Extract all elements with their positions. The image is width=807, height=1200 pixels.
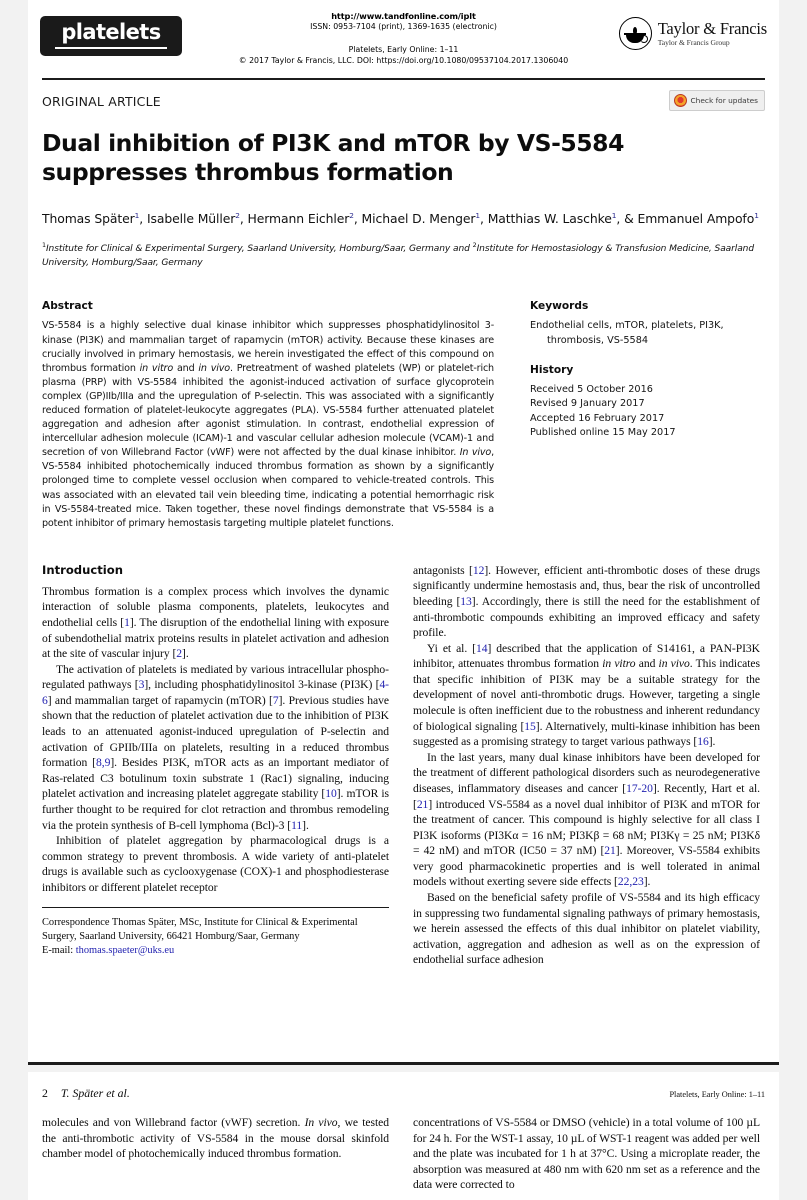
check-for-updates-label: Check for updates — [690, 96, 758, 105]
page-two-sheet — [28, 1072, 779, 1200]
journal-logo-underline — [55, 47, 167, 50]
author-list: Thomas Später$^1$, Isabelle Müller$^2$, Hermann Eichler$^2$, Michael D. Menger$^1$, Matthias W. Laschke$^1$, & Emmanuel Ampofo$^1$ — [42, 210, 759, 226]
journal-url[interactable]: http://www.tandfonline.com/iplt — [331, 11, 476, 21]
crossmark-icon — [674, 94, 687, 107]
intro-paragraph: Inhibition of platelet aggregation by pharmacological drugs is a common strategy to prevent thrombosis. A wide variety of anti-platelet drugs is available such as cyclooxygenase (COX)-1 and phosphodiesterase inhibitors or different platelet receptor — [42, 834, 389, 894]
publisher-group: Taylor & Francis Group — [657, 38, 730, 48]
correspondence-line-1: Correspondence Thomas Später, MSc, Institute for Clinical & Experimental — [42, 917, 358, 929]
journal-logo — [40, 16, 182, 56]
page-break-divider — [28, 1062, 779, 1065]
page-number: 2 — [42, 1086, 48, 1100]
email-address-link[interactable]: thomas.spaeter@uks.eu — [75, 945, 175, 957]
page-two-columns — [42, 1115, 765, 1193]
intro-paragraph: Yi et al. [14] described that the application of S14161, a PAN-PI3K inhibitor, attenuates thrombus formation in vitro and in vivo. This indicates that specific inhibition of PI3K may be a suitable strategy for the development of novel anti-thrombotic drugs. However, targeting a single molecule is often inefficient due to the robustness and inherent redundancy of biological signaling [15]. Alternatively, multi-kinase inhibition has been suggested as a promising strategy to target various pathways [16]. — [413, 641, 760, 749]
check-for-updates-button[interactable] — [669, 90, 766, 111]
keywords-list — [530, 319, 765, 348]
copyright-doi-line[interactable]: © 2017 Taylor & Francis, LLC. DOI: https://doi.org/10.1080/09537104.2017.1306040 — [238, 55, 569, 65]
keywords-history-column — [530, 300, 765, 530]
journal-logo-text: platelets — [61, 19, 161, 44]
correspondence-email-row — [42, 944, 389, 958]
volume-line: Platelets, Early Online: 1–11 — [348, 44, 459, 54]
introduction-heading: Introduction — [42, 562, 123, 577]
history-received: Received 5 October 2016 — [530, 384, 653, 396]
taylor-francis-logo — [619, 17, 767, 50]
history-heading: History — [530, 364, 574, 377]
column-left — [42, 563, 389, 968]
correspondence-line-2: Surgery, Saarland University, 66421 Homburg/Saar, Germany — [42, 931, 300, 943]
affiliations: $^1$Institute for Clinical & Experimental Surgery, Saarland University, Homburg/Saar, Germany and $^2$Institute for Hemostasiology & Transfusion Medicine, Saarland University, Homburg/Saar, Germany — [42, 241, 755, 268]
issn-line: ISSN: 0953-7104 (print), 1369-1635 (electronic) — [310, 22, 497, 32]
correspondence-note — [42, 916, 389, 957]
history-revised: Revised 9 January 2017 — [530, 398, 645, 410]
abstract-keywords-block — [42, 300, 765, 530]
intro-paragraph: antagonists [12]. However, efficient anti-thrombotic doses of these drugs significantly undermine hemostasis and, thus, bear the risk of uncontrolled bleeding [13]. Accordingly, there is still the need for the establishment of anti-thrombotic compounds exhibiting an improved efficacy and safety profile. — [413, 563, 760, 640]
page-title: Dual inhibition of PI3K and mTOR by VS-5584 suppresses thrombus formation — [42, 129, 624, 187]
correspondence-divider — [42, 907, 389, 908]
history-list — [530, 383, 765, 440]
history-published: Published online 15 May 2017 — [530, 426, 676, 438]
running-head-left — [42, 1086, 130, 1101]
page-two-column-right — [413, 1115, 760, 1193]
page-one-sheet — [28, 0, 779, 1062]
article-header — [28, 80, 779, 109]
page-two-running-head — [42, 1086, 765, 1101]
body-paragraph: molecules and von Willebrand factor (vWF) secretion. In vivo, we tested the anti-thrombotic activity of VS-5584 in the mouse dorsal skinfold chamber model of photochemically induced thrombus formation. — [42, 1116, 389, 1161]
body-columns — [42, 563, 765, 968]
column-right — [413, 563, 760, 968]
abstract-text: VS-5584 is a highly selective dual kinase inhibitor which suppresses phosphatidylinositol 3-kinase (PI3K) and mammalian target of rapamycin (mTOR) activity. Because these kinases are crucially involved in primary hemostasis, we herein investigated the effect of this compound on thrombus formation in vitro and in vivo. Pretreatment of washed platelets (WP) or platelet-rich plasma (PRP) with VS-5584 inhibited the agonist-induced activation of surface glycoprotein complex (GP)IIb/IIIa and the upregulation of P-selectin. This was associated with a significantly reduced formation of platelet-leukocyte aggregates (PLA). VS-5584 further attenuated platelet aggregation and adhesion after agonist stimulation. In contrast, endothelial expression of intercellular adhesion molecule (ICAM)-1 and vascular cellular adhesion molecule (VCAM)-1 and secretion of von Willebrand Factor (vWF) were not affected by the dual kinase inhibitor. In vivo, VS-5584 inhibited photochemically induced thrombus formation as shown by a significantly prolonged time to complete vessel occlusion when compared to vehicle-treated controls. This was associated with an elevated tail vein bleeding time, indicating a potential hemorrhagic risk in VS-5584-treated mice. Taken together, these novel findings demonstrate that VS-5584 is a potent inhibitor of primary hemostasis targeting multiple platelet functions. — [42, 320, 494, 529]
keywords-line-1: Endothelial cells, mTOR, platelets, PI3K, — [530, 320, 724, 332]
intro-paragraph: Based on the beneficial safety profile of VS-5584 and its high efficacy in suppressing two fundamental signaling pathways of primary hemostasis, we herein assessed the effects of this dual inhibitor on platelet viability, activation, aggregation and adhesion as well as on the expression of endothelial surface adhesion — [413, 890, 760, 967]
email-label: E-mail: — [42, 945, 74, 957]
running-journal-ref: Platelets, Early Online: 1–11 — [669, 1090, 765, 1099]
history-accepted: Accepted 16 February 2017 — [530, 412, 665, 424]
lamp-icon — [619, 17, 652, 50]
article-type-label: ORIGINAL ARTICLE — [42, 94, 161, 109]
intro-paragraph: In the last years, many dual kinase inhibitors have been developed for the treatment of different pathological disorders such as neurodegenerative diseases, inflammatory diseases and cancer [17-20]. Recently, Hart et al. [21] introduced VS-5584 as a novel dual inhibitor of PI3K and mTOR for the treatment of cancer. This compound is highly selective for all class I PI3K isoforms (PI3Kα = 16 nM; PI3Kβ = 68 nM; PI3Kγ = 25 nM; PI3Kδ = 42 nM) and mTOR (IC50 = 37 nM) [21]. Moreover, VS-5584 exhibits very good pharmacokinetic properties and is well tolerated in animal models without exerting severe side effects [22,23]. — [413, 750, 760, 889]
abstract-heading: Abstract — [42, 300, 93, 313]
publisher-name: Taylor & Francis — [657, 18, 767, 38]
page-two-column-left — [42, 1115, 389, 1193]
abstract-column — [42, 300, 494, 530]
running-author: T. Später et al. — [60, 1086, 130, 1100]
intro-paragraph: The activation of platelets is mediated by various intracellular phospho-regulated pathways [3], including phosphatidylinositol 3-kinase (PI3K) [4-6] and mammalian target of rapamycin (mTOR) [7]. Previous studies have shown that the reduction of platelet activation due to the inhibition of PI3K leads to an attenuated agonist-induced upregulation of P-selectin and activation of GPIIb/IIIa on platelets, resulting in a reduced thrombus formation [8,9]. Besides PI3K, mTOR acts as an important mediator of Ras-related C3 botulinum toxin substrate 1 (Rac1) signaling, inducing platelet activation and increasing platelet aggregate stability [10]. mTOR is further thought to be required for clot retraction and thrombus remodeling via the protein synthesis of B-cell lymphoma (Bcl)-3 [11]. — [42, 662, 389, 832]
intro-paragraph: Thrombus formation is a complex process which involves the dynamic interaction of soluble plasma components, platelets, leukocytes and endothelial cells [1]. The disruption of the endothelial lining with exposure of subendothelial matrix proteins results in platelet activation and adhesion at the site of vascular injury [2]. — [42, 584, 389, 661]
keywords-heading: Keywords — [530, 300, 589, 313]
masthead — [28, 0, 779, 72]
body-paragraph: concentrations of VS-5584 or DMSO (vehicle) in a total volume of 100 µL for 24 h. For the WST-1 assay, 10 µL of WST-1 reagent was added per well and the plate was incubated for 1 h at 37°C. Using a microplate reader, the absorption was measured at 480 nm with 620 nm set as a reference and the data were corrected to — [413, 1116, 760, 1192]
keywords-line-2: thrombosis, VS-5584 — [547, 334, 649, 346]
